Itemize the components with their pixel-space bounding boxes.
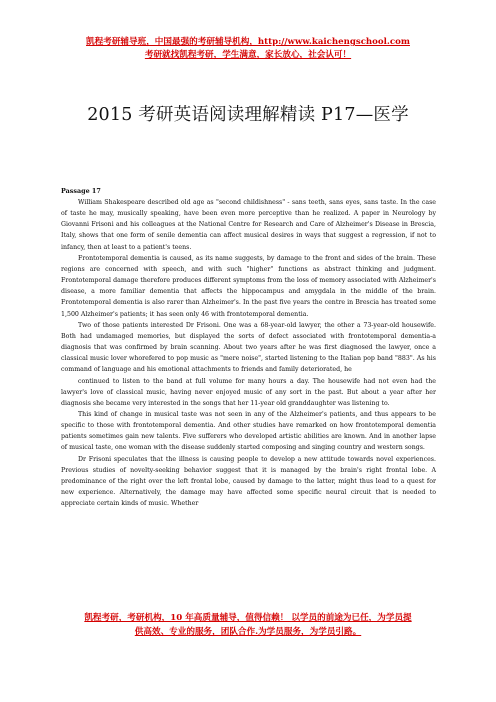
paragraph: continued to listen to the band at full volume for many hours a day. The housewife had not even had the lawyer's love of classical music, having never enjoyed music of any sort in the past. But about a year after her diagnosis she became very interested in the songs that her 11-year old granddaughter was listening to. <box>61 377 436 407</box>
page-title: 2015 考研英语阅读理解精读 P17—医学 <box>87 105 409 125</box>
article-body <box>61 186 436 509</box>
paragraph: Frontotemporal dementia is caused, as its name suggests, by damage to the front and sides of the brain. These regions are concerned with speech, and with such "higher" functions as abstract thinking and judgment. Frontotemporal damage therefore produces different symptoms from the loss of memory associated with Alzheimer's disease, a more familiar dementia that affects the hippocampus and amygdala in the middle of the brain. Frontotemporal dementia is also rarer than Alzheimer's. In the past five years the centre in Brescia has treated some 1,500 Alzheimer's patients; it has seen only 46 with frontotemporal dementia. <box>61 254 436 318</box>
paragraph: Two of those patients interested Dr Frisoni. One was a 68-year-old lawyer, the other a 73-year-old housewife. Both had undamaged memories, but displayed the sorts of defect associated with frontotemporal dementia-a diagnosis that was confirmed by brain scanning. About two years after he was first diagnosed the lawyer, once a classical music lover whorefered to pop music as "mere noise", started listening to the Italian pop band "883". As his command of language and his emotional attachments to friends and family deteriorated, he <box>61 321 436 374</box>
page-footer <box>0 612 496 639</box>
paragraph: Dr Frisoni speculates that the illness is causing people to develop a new attitude towards novel experiences. Previous studies of novelty-seeking behavior suggest that it is managed by the brain's right frontal lobe. A predominance of the right over the left frontal lobe, caused by damage to the latter, might thus lead to a quest for new experience. Alternatively, the damage may have affected some specific neural circuit that is needed to appreciate certain kinds of music. Whether <box>61 455 436 508</box>
paragraph: William Shakespeare described old age as "second childishness" - sans teeth, sans eyes, sans taste. In the case of taste he may, musically speaking, have been even more perceptive than he realized. A paper in Neurology by Giovanni Frisoni and his colleagues at the National Centre for Research and Care of Alzheimer's Disease in Brescia, Italy, shows that one form of senile dementia can affect musical desires in ways that suggest a regression, if not to infancy, then at least to a patient's teens. <box>61 199 436 251</box>
header-line-2: 考研就找凯程考研，学生满意，家长放心，社会认可！ <box>144 50 352 60</box>
footer-line-1: 凯程考研，考研机构，10 年高质量辅导，值得信赖！ 以学员的前途为已任，为学员提 <box>84 613 412 623</box>
footer-line-2: 供高效、专业的服务，团队合作.为学员服务，为学员引路。 <box>134 626 362 637</box>
page-header <box>0 36 496 62</box>
paragraph: This kind of change in musical taste was not seen in any of the Alzheimer's patients, and thus appears to be specific to those with frontotemporal dementia. And other studies have remarked on how frontotemporal dementia patients sometimes gain new talents. Five sufferers who developed artistic abilities are known. And in another lapse of musical taste, one woman with the disease suddenly started composing and singing country and western songs. <box>61 410 436 452</box>
passage-label: Passage 17 <box>61 187 101 195</box>
header-line-1[interactable]: 凯程考研辅导班，中国最强的考研辅导机构，http://www.kaichengschool.com <box>86 37 410 47</box>
